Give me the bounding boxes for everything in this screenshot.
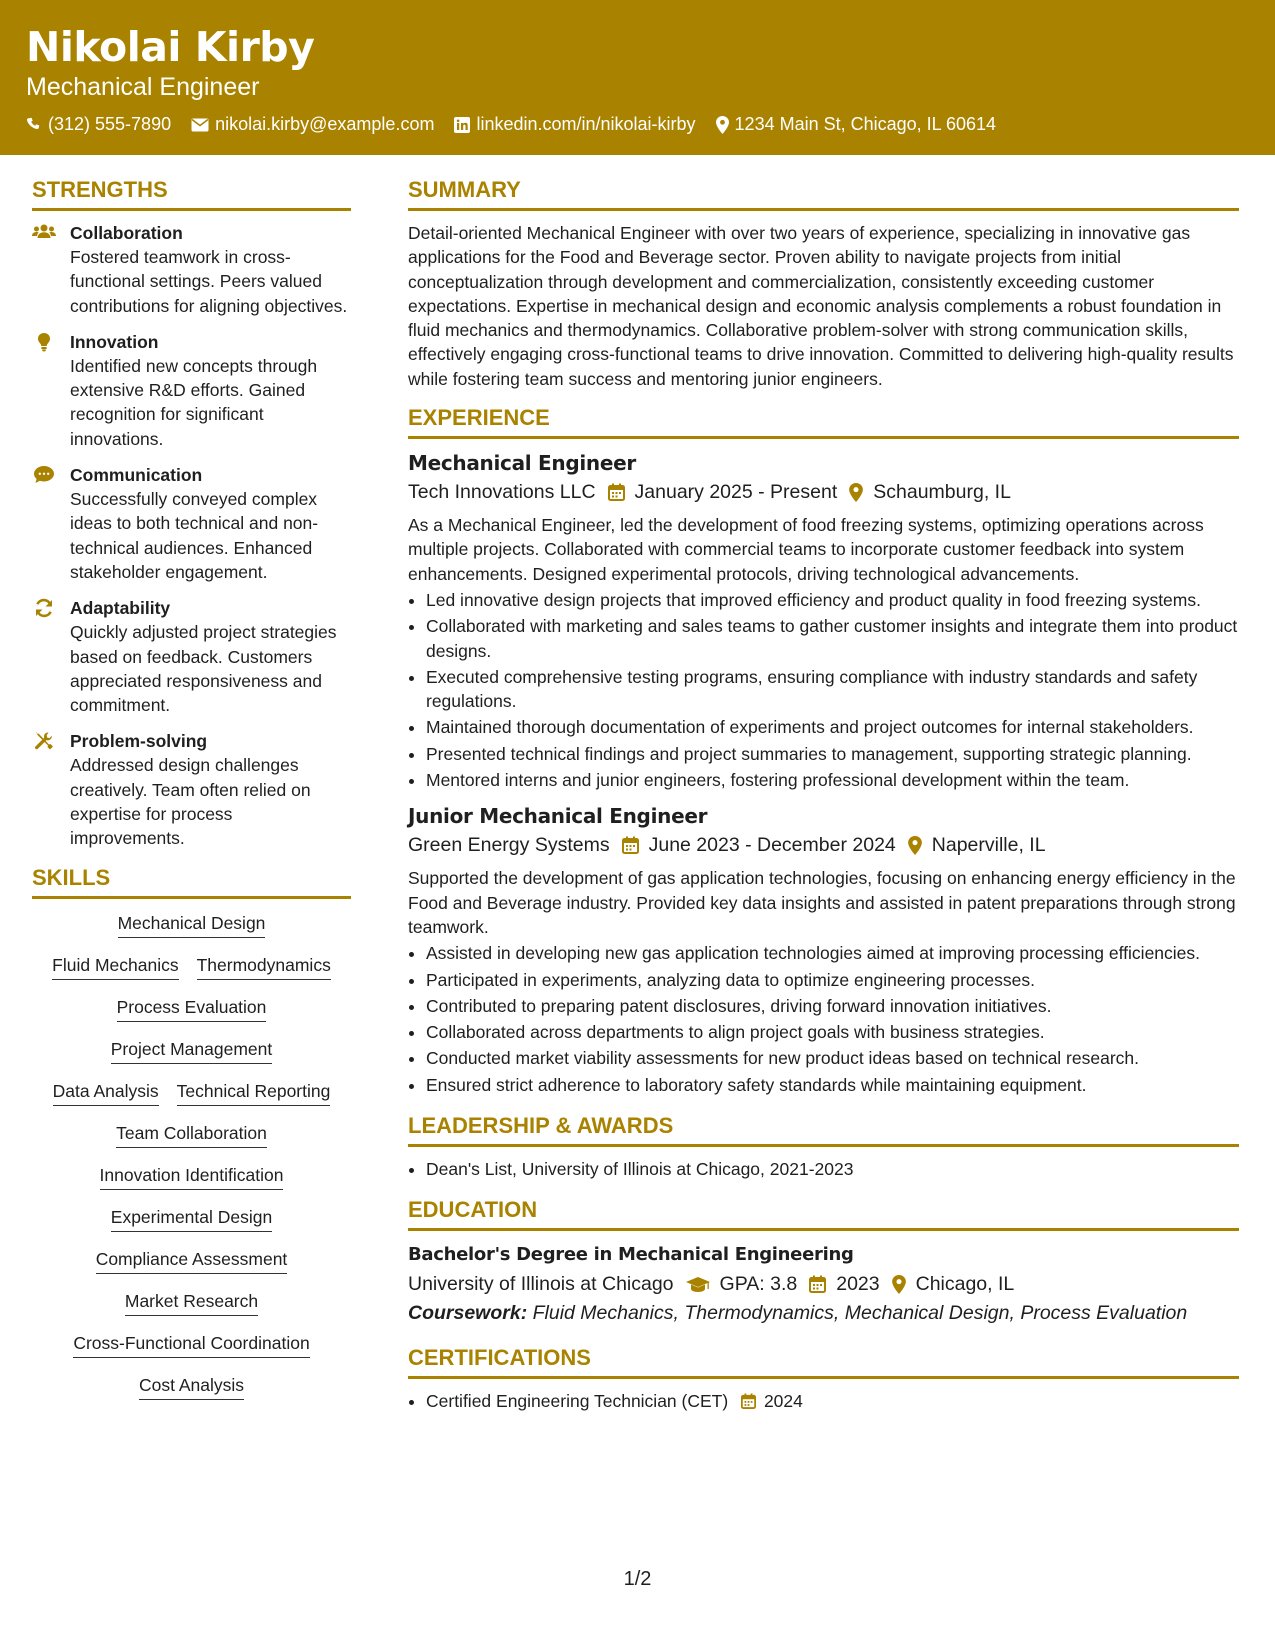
skill-tag: Team Collaboration [116, 1121, 267, 1148]
skills-list [32, 911, 351, 1400]
job-entry [408, 802, 1239, 1097]
school-name: University of Illinois at Chicago [408, 1273, 674, 1296]
envelope-icon [191, 118, 209, 132]
strength-name: Adaptability [70, 598, 171, 619]
certification-item [426, 1389, 1239, 1413]
calendar-icon [608, 483, 625, 501]
lightbulb-icon [32, 332, 56, 352]
job-meta [408, 830, 1239, 860]
bullet-item: • Conducted market viability assessments for new product ideas based on technical research. [426, 1046, 1239, 1070]
strength-name: Collaboration [70, 223, 183, 243]
job-bullets [408, 588, 1239, 792]
skills-heading: SKILLS [32, 865, 351, 899]
users-icon [32, 223, 56, 241]
skill-tag: Fluid Mechanics [52, 953, 178, 980]
job-dates: June 2023 - December 2024 [648, 834, 896, 857]
strength-name: Innovation [70, 331, 159, 352]
certifications-list [408, 1389, 1239, 1413]
strength-item [32, 221, 351, 318]
phone-text: (312) 555-7890 [48, 114, 172, 134]
bullet-item: • Mentored interns and junior engineers, fostering professional development within the team. [426, 768, 1239, 792]
candidate-name: Nikolai Kirby [26, 23, 315, 71]
leadership-heading: LEADERSHIP & AWARDS [408, 1113, 1239, 1147]
right-column [408, 177, 1239, 1416]
job-description: Supported the development of gas application technologies, focusing on enhancing energy efficiency in the Food and Beverage industry. Provided key data insights and assisted in patent preparations through strong teamwork. [408, 868, 1236, 937]
bullet-item: • Ensured strict adherence to laboratory safety standards while maintaining equipment. [426, 1073, 1239, 1097]
strength-name: Communication [70, 465, 203, 486]
calendar-icon [622, 836, 639, 854]
job-description: As a Mechanical Engineer, led the development of food freezing systems, optimizing operations across multiple projects. Collaborated with commercial teams to incorporate customer feedback into system enhancements. Designed experimental protocols, driving technological advancements. [408, 515, 1204, 584]
bullet-item: • Participated in experiments, analyzing data to optimize engineering processes. [426, 968, 1239, 992]
resume-header [0, 0, 1275, 155]
email-text: nikolai.kirby@example.com [215, 114, 435, 134]
skill-tag: Thermodynamics [197, 953, 331, 980]
skill-tag: Cost Analysis [139, 1373, 244, 1400]
linkedin-icon [454, 117, 470, 133]
contact-bar [26, 114, 1249, 135]
skill-tag: Project Management [111, 1037, 272, 1064]
skill-tag: Market Research [125, 1289, 258, 1316]
skill-tag: Data Analysis [53, 1079, 159, 1106]
address-text: 1234 Main St, Chicago, IL 60614 [734, 114, 997, 134]
skill-tag: Mechanical Design [118, 911, 266, 938]
gpa-text: GPA: 3.8 [719, 1273, 798, 1296]
skill-tag: Process Evaluation [117, 995, 267, 1022]
map-marker-icon [716, 116, 729, 134]
candidate-title: Mechanical Engineer [26, 73, 260, 101]
linkedin-text: linkedin.com/in/nikolai-kirby [476, 114, 696, 134]
bullet-item: • Assisted in developing new gas application technologies aimed at improving processing efficiencies. [426, 941, 1239, 965]
school-location: Chicago, IL [915, 1273, 1015, 1296]
graduation-year: 2023 [836, 1273, 880, 1296]
strength-desc: Identified new concepts through extensive R&D efforts. Gained recognition for significant innovations. [70, 355, 318, 449]
coursework-label: Coursework: [408, 1302, 528, 1325]
contact-address [716, 114, 997, 135]
skill-tag: Innovation Identification [100, 1163, 284, 1190]
phone-icon [26, 117, 42, 133]
strengths-heading: STRENGTHS [32, 177, 351, 211]
graduation-cap-icon [686, 1276, 710, 1293]
coursework-list: Fluid Mechanics, Thermodynamics, Mechanical Design, Process Evaluation [532, 1302, 1188, 1325]
strengths-list [32, 221, 351, 851]
bullet-item: • Collaborated across departments to align project goals with business strategies. [426, 1020, 1239, 1044]
strength-desc: Addressed design challenges creatively. Team often relied on expertise for process improvements. [70, 755, 311, 849]
job-bullets [408, 941, 1239, 1097]
map-marker-icon [849, 483, 863, 502]
strength-item [32, 330, 351, 451]
coursework [408, 1299, 1239, 1327]
map-marker-icon [892, 1275, 906, 1294]
strength-item [32, 463, 351, 584]
skill-tag: Compliance Assessment [96, 1247, 288, 1274]
job-location: Schaumburg, IL [873, 481, 1011, 504]
certification-name: Certified Engineering Technician (CET) [426, 1391, 729, 1412]
bullet-item: • Presented technical findings and project summaries to management, supporting strategic planning. [426, 742, 1239, 766]
job-entry [408, 449, 1239, 792]
tools-icon [32, 731, 56, 751]
experience-heading: EXPERIENCE [408, 405, 1239, 439]
contact-linkedin[interactable] [454, 114, 695, 135]
job-dates: January 2025 - Present [634, 481, 838, 504]
job-location: Naperville, IL [931, 834, 1046, 857]
skill-tag: Technical Reporting [177, 1079, 331, 1106]
skill-tag: Cross-Functional Coordination [73, 1331, 309, 1358]
contact-email[interactable] [191, 114, 434, 135]
bullet-item: • Executed comprehensive testing programs, ensuring compliance with industry standards and safety regulations. [426, 665, 1239, 714]
calendar-icon [809, 1275, 826, 1293]
degree-name: Bachelor's Degree in Mechanical Engineering [408, 1244, 854, 1266]
page-number: 1/2 [623, 1568, 652, 1590]
summary-heading: SUMMARY [408, 177, 1239, 211]
bullet-item: • Contributed to preparing patent disclosures, driving forward innovation initiatives. [426, 994, 1239, 1018]
certification-year: 2024 [763, 1391, 803, 1412]
map-marker-icon [908, 836, 922, 855]
bullet-item: • Collaborated with marketing and sales teams to gather customer insights and integrate them into product designs. [426, 614, 1239, 663]
bullet-item: • Maintained thorough documentation of experiments and project outcomes for internal stakeholders. [426, 715, 1239, 739]
calendar-icon [741, 1393, 756, 1409]
award-item: • Dean's List, University of Illinois at Chicago, 2021-2023 [426, 1157, 1239, 1181]
strength-desc: Fostered teamwork in cross-functional settings. Peers valued contributions for aligning objectives. [70, 247, 348, 316]
strength-desc: Successfully conveyed complex ideas to both technical and non-technical audiences. Enhanced stakeholder engagement. [70, 489, 319, 582]
strength-item [32, 729, 351, 850]
left-column [32, 177, 351, 1415]
job-title: Mechanical Engineer [408, 451, 636, 476]
strength-name: Problem-solving [70, 731, 208, 752]
certifications-heading: CERTIFICATIONS [408, 1345, 1239, 1379]
job-company: Tech Innovations LLC [408, 481, 596, 504]
refresh-icon [32, 598, 56, 618]
comment-icon [32, 465, 56, 485]
leadership-list [408, 1157, 1239, 1181]
skill-tag: Experimental Design [111, 1205, 272, 1232]
education-heading: EDUCATION [408, 1197, 1239, 1231]
strength-item [32, 596, 351, 717]
job-company: Green Energy Systems [408, 834, 610, 857]
strength-desc: Quickly adjusted project strategies based on feedback. Customers appreciated responsiveness and commitment. [70, 622, 337, 716]
job-title: Junior Mechanical Engineer [408, 804, 708, 829]
job-meta [408, 477, 1239, 507]
contact-phone[interactable] [26, 114, 171, 135]
summary-text: Detail-oriented Mechanical Engineer with over two years of experience, specializing in innovative gas applications for the Food and Beverage sector. Proven ability to navigate projects from initial conceptualization through development and commercialization, consistently exceeding customer expectations. Expertise in mechanical design and economic analysis complements a robust foundation in fluid mechanics and thermodynamics. Collaborative problem-solver with strong communication skills, effectively engaging cross-functional teams to drive innovation. Committed to delivering high-quality results while fostering team success and mentoring junior engineers. [408, 223, 1234, 389]
bullet-item: • Led innovative design projects that improved efficiency and product quality in food freezing systems. [426, 588, 1239, 612]
education-meta [408, 1269, 1239, 1299]
